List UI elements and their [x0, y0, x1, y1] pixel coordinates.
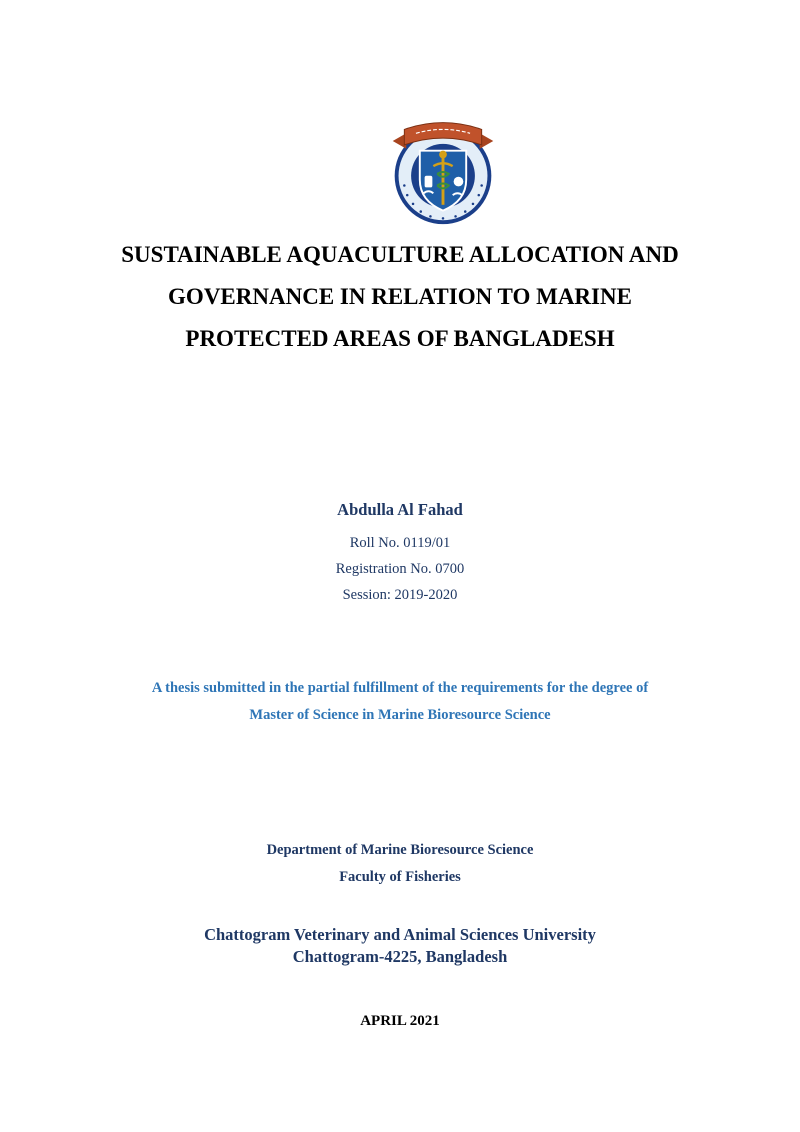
submission-statement-line-2: Master of Science in Marine Bioresource Science — [249, 707, 551, 723]
submission-statement-line-1: A thesis submitted in the partial fulfillment of the requirements for the degree of — [151, 680, 649, 696]
thesis-title-line-2: GOVERNANCE IN RELATION TO MARINE — [168, 284, 632, 309]
university-address: Chattogram-4225, Bangladesh — [292, 947, 508, 966]
thesis-title-line-3: PROTECTED AREAS OF BANGLADESH — [185, 326, 615, 351]
session: Session: 2019-2020 — [342, 587, 458, 603]
thesis-title-line-1: SUSTAINABLE AQUACULTURE ALLOCATION AND — [121, 242, 679, 267]
department-name: Department of Marine Bioresource Science — [266, 842, 534, 858]
university-name: Chattogram Veterinary and Animal Sciences University — [204, 925, 596, 944]
registration-number: Registration No. 0700 — [335, 561, 465, 577]
roll-number: Roll No. 0119/01 — [349, 535, 451, 551]
submission-date: APRIL 2021 — [360, 1013, 440, 1029]
author-name: Abdulla Al Fahad — [337, 500, 463, 519]
faculty-name: Faculty of Fisheries — [339, 869, 461, 885]
university-crest-logo — [385, 112, 501, 228]
